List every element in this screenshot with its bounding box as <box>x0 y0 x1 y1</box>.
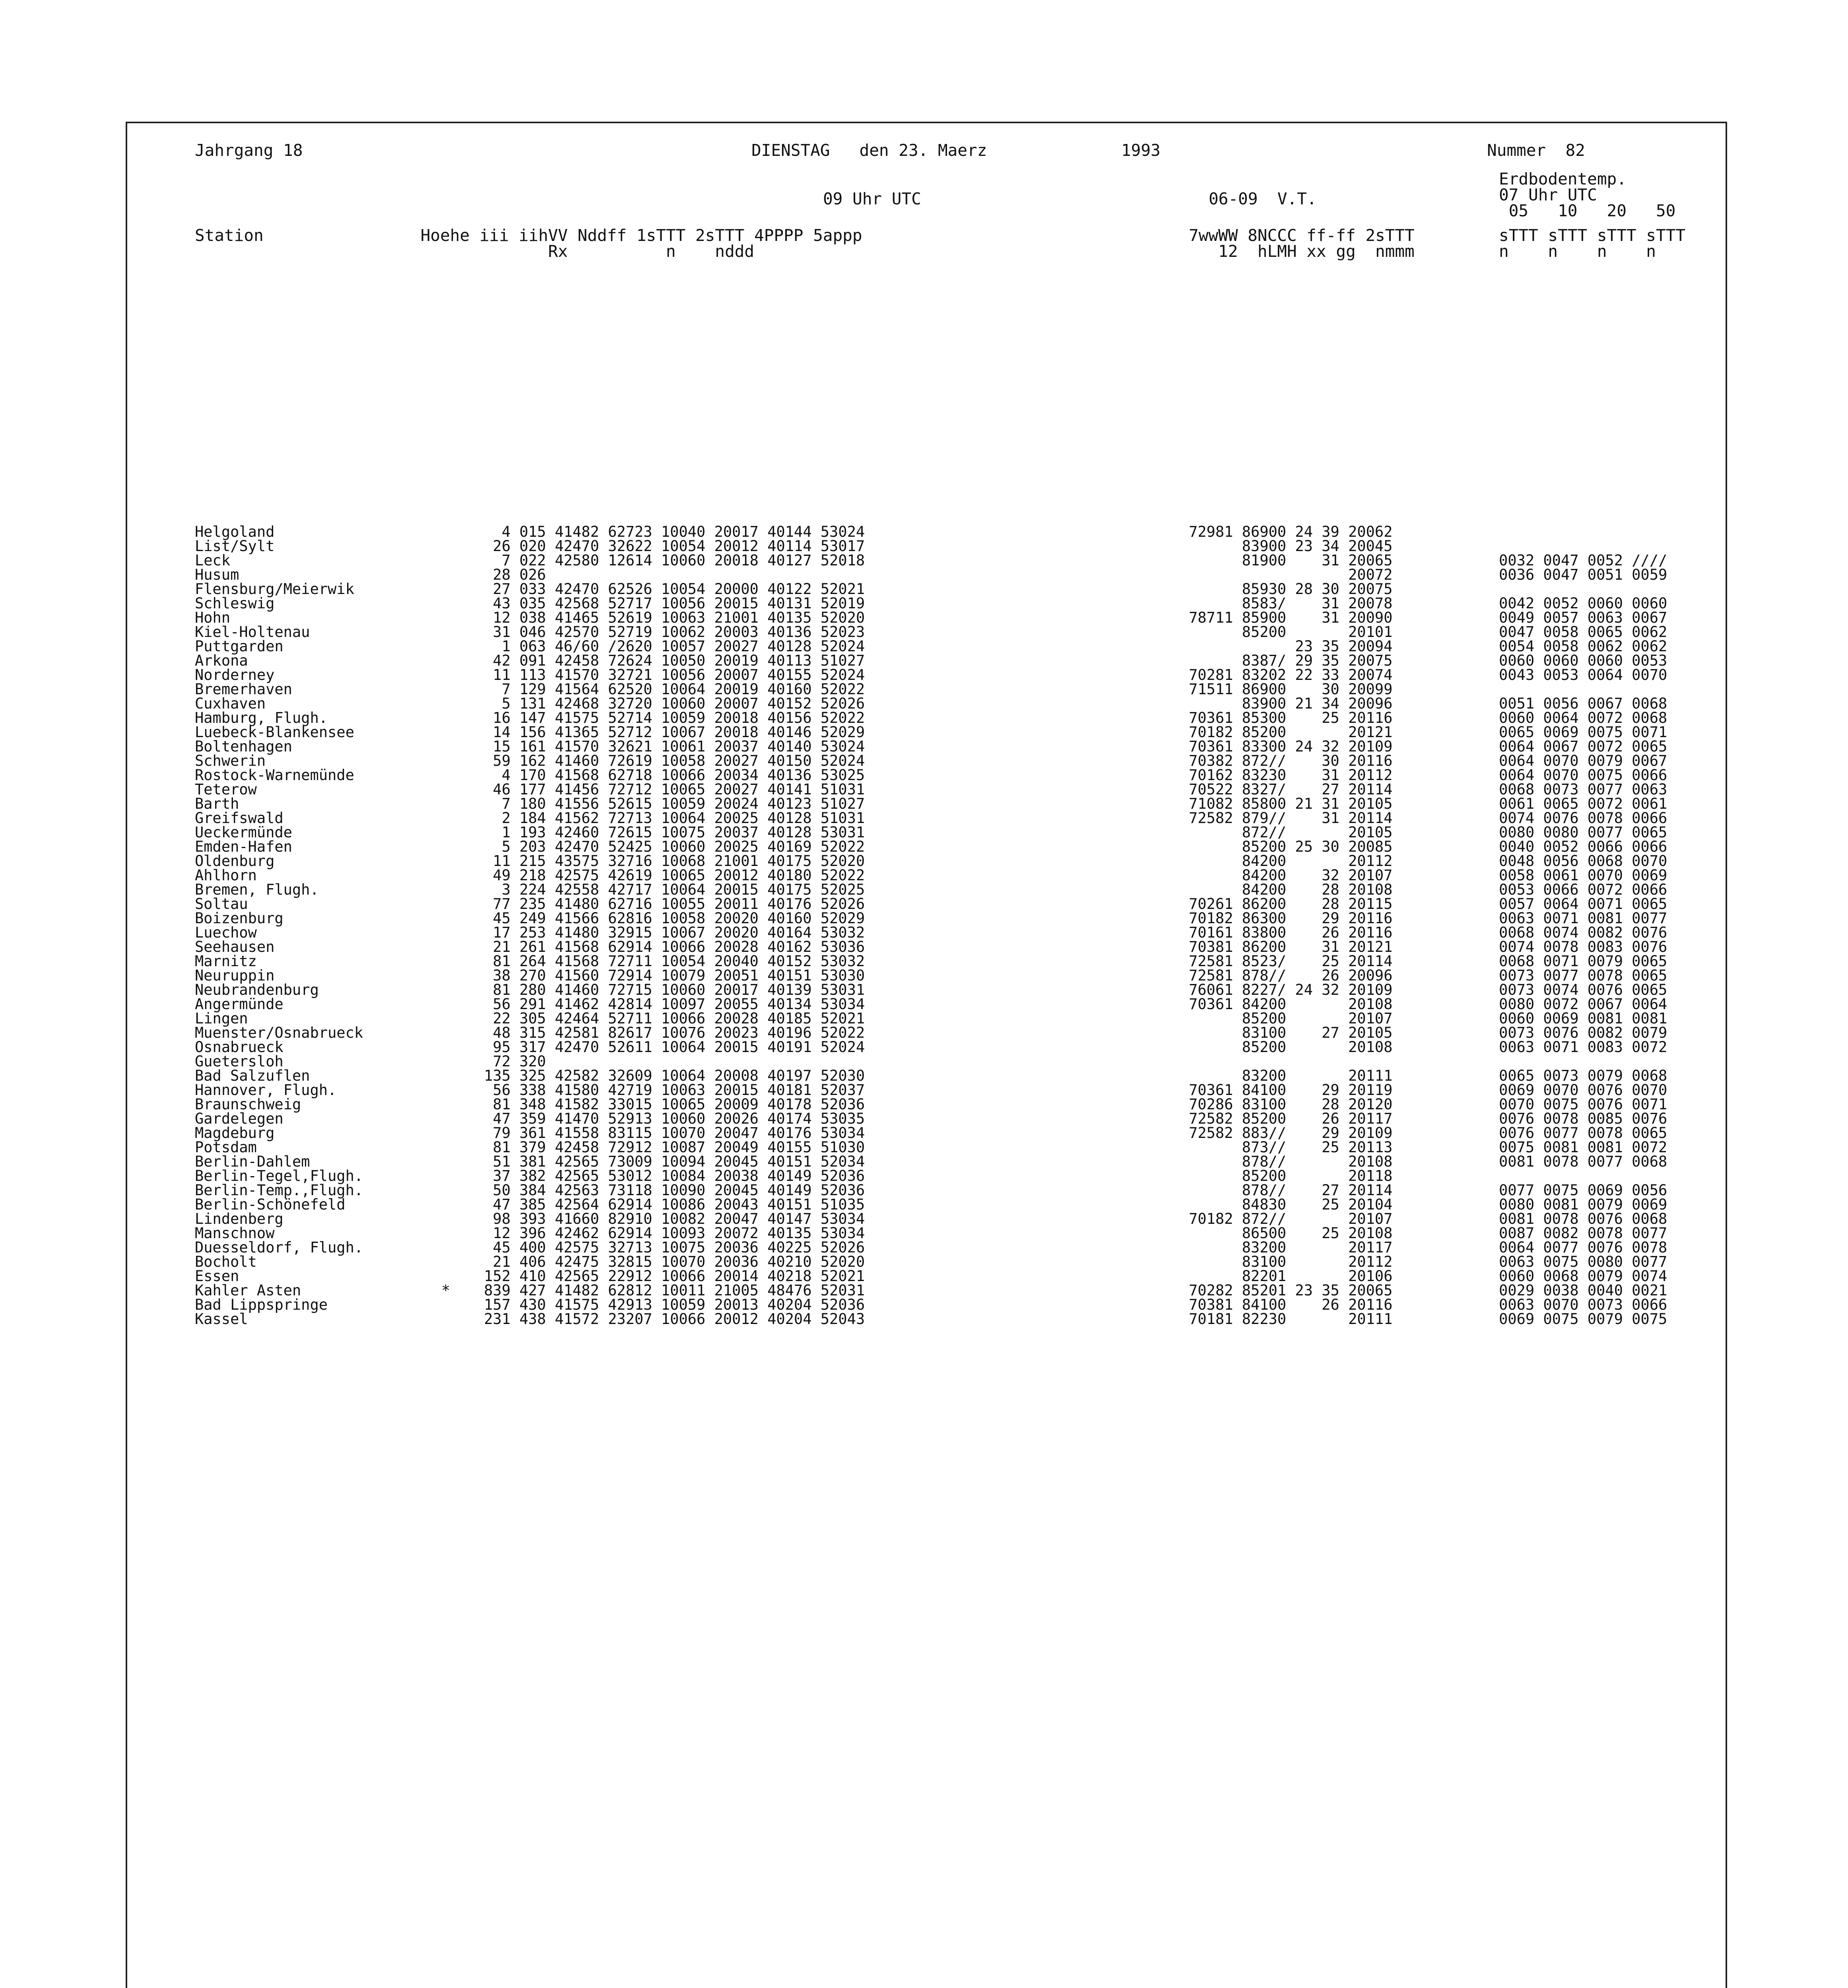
row-vt-values: 70182 86300 29 20116 <box>1189 910 1393 927</box>
row-values: 81 348 41582 33015 10065 20009 40178 52036 <box>475 1096 865 1113</box>
table-row <box>127 969 1726 983</box>
table-row <box>127 711 1726 725</box>
table-row <box>127 954 1726 969</box>
row-soil-values: 0060 0064 0072 0068 <box>1499 709 1667 726</box>
row-values: 81 264 41568 72711 10054 20040 40152 53032 <box>475 953 865 970</box>
table-row <box>127 1312 1726 1326</box>
row-vt-values: 70381 84100 26 20116 <box>1189 1296 1393 1313</box>
table-row <box>127 897 1726 911</box>
table-row <box>127 926 1726 940</box>
row-values: 5 203 42470 52425 10060 20025 40169 52022 <box>475 838 865 855</box>
row-soil-values: 0029 0038 0040 0021 <box>1499 1282 1667 1299</box>
row-values: 72 320 <box>475 1053 546 1070</box>
row-values: 26 020 42470 32622 10054 20012 40114 53017 <box>475 538 865 555</box>
station-name: Osnabrueck <box>195 1039 283 1056</box>
row-vt-values: 70162 83230 31 20112 <box>1189 767 1393 784</box>
row-values: 7 129 41564 62520 10064 20019 40160 52022 <box>475 681 865 698</box>
row-soil-values: 0080 0081 0079 0069 <box>1499 1196 1667 1213</box>
table-row <box>127 1083 1726 1097</box>
station-name: Gardelegen <box>195 1110 283 1127</box>
row-vt-values: 72582 883// 29 20109 <box>1189 1124 1393 1142</box>
row-vt-values: 82201 20106 <box>1189 1268 1393 1285</box>
station-name: Emden-Hafen <box>195 838 293 855</box>
row-values: 56 291 41462 42814 10097 20055 40134 53034 <box>475 996 865 1013</box>
row-soil-values: 0063 0070 0073 0066 <box>1499 1296 1667 1313</box>
table-row <box>127 940 1726 954</box>
row-values: 15 161 41570 32621 10061 20037 40140 53024 <box>475 738 865 755</box>
row-vt-values: 20072 <box>1189 566 1393 583</box>
row-vt-values: 72582 879// 31 20114 <box>1189 810 1393 827</box>
row-values: 839 427 41482 62812 10011 21005 48476 52031 <box>475 1282 865 1299</box>
station-name: Duesseldorf, Flugh. <box>195 1239 363 1256</box>
row-values: 77 235 41480 62716 10055 20011 40176 52026 <box>475 895 865 912</box>
row-vt-values: 70522 8327/ 27 20114 <box>1189 781 1393 798</box>
table-row <box>127 997 1726 1011</box>
station-name: Ahlhorn <box>195 867 257 884</box>
table-row <box>127 740 1726 754</box>
row-values: 49 218 42575 42619 10065 20012 40180 52022 <box>475 867 865 884</box>
table-row <box>127 596 1726 611</box>
table-row <box>127 654 1726 668</box>
row-soil-values: 0060 0068 0079 0074 <box>1499 1268 1667 1285</box>
row-soil-values: 0065 0069 0075 0071 <box>1499 724 1667 741</box>
soil-depths: 05 10 20 50 <box>1499 201 1676 220</box>
row-soil-values: 0060 0069 0081 0081 <box>1499 1010 1667 1027</box>
row-values: 7 180 41556 52615 10059 20024 40123 51027 <box>475 795 865 812</box>
station-name: List/Sylt <box>195 538 275 555</box>
row-values: 81 379 42458 72912 10087 20049 40155 51030 <box>475 1139 865 1156</box>
station-name: Bad Lippspringe <box>195 1296 328 1313</box>
row-soil-values: 0054 0058 0062 0062 <box>1499 638 1667 655</box>
station-name: Puttgarden <box>195 638 283 655</box>
row-values: 157 430 41575 42913 10059 20013 40204 52036 <box>475 1296 865 1313</box>
station-name: Cuxhaven <box>195 695 266 712</box>
row-soil-values: 0058 0061 0070 0069 <box>1499 867 1667 884</box>
station-name: Berlin-Dahlem <box>195 1153 310 1170</box>
table-row <box>127 1255 1726 1269</box>
row-soil-values: 0081 0078 0077 0068 <box>1499 1153 1667 1170</box>
table-row <box>127 553 1726 568</box>
station-table <box>127 525 1726 1326</box>
row-values: 51 381 42565 73009 10094 20045 40151 52034 <box>475 1153 865 1170</box>
station-name: Lindenberg <box>195 1210 283 1227</box>
station-name: Guetersloh <box>195 1053 283 1070</box>
table-row <box>127 1198 1726 1212</box>
row-values: 135 325 42582 32609 10064 20008 40197 52030 <box>475 1067 865 1084</box>
row-vt-values: 70182 872// 20107 <box>1189 1210 1393 1227</box>
station-name: Boltenhagen <box>195 738 293 755</box>
table-row <box>127 811 1726 825</box>
row-values: 50 384 42563 73118 10090 20045 40149 52036 <box>475 1182 865 1199</box>
table-row <box>127 668 1726 682</box>
row-vt-values: 71511 86900 30 20099 <box>1189 681 1393 698</box>
row-values: 95 317 42470 52611 10064 20015 40191 52024 <box>475 1039 865 1056</box>
row-vt-values: 84200 28 20108 <box>1189 881 1393 898</box>
row-soil-values: 0069 0075 0079 0075 <box>1499 1310 1667 1328</box>
row-vt-values: 76061 8227/ 24 32 20109 <box>1189 981 1393 998</box>
row-soil-values: 0032 0047 0052 //// <box>1499 552 1667 569</box>
table-row <box>127 868 1726 883</box>
row-vt-values: 72581 8523/ 25 20114 <box>1189 953 1393 970</box>
column-header-vt-sub: 12 hLMH xx gg nmmm <box>1189 242 1415 261</box>
row-vt-values: 8387/ 29 35 20075 <box>1189 652 1393 669</box>
row-values: 42 091 42458 72624 10050 20019 40113 51027 <box>475 652 865 669</box>
table-row <box>127 983 1726 997</box>
row-vt-values: 873// 25 20113 <box>1189 1139 1393 1156</box>
row-soil-values: 0076 0077 0078 0065 <box>1499 1124 1667 1142</box>
row-vt-values: 72981 86900 24 39 20062 <box>1189 523 1393 540</box>
row-values: 1 193 42460 72615 10075 20037 40128 53031 <box>475 824 865 841</box>
station-name: Kassel <box>195 1310 248 1328</box>
row-soil-values: 0074 0078 0083 0076 <box>1499 938 1667 955</box>
row-vt-values: 85200 20101 <box>1189 623 1393 641</box>
row-vt-values: 70182 85200 20121 <box>1189 724 1393 741</box>
table-row <box>127 625 1726 639</box>
row-values: 11 113 41570 32721 10056 20007 40155 52024 <box>475 666 865 683</box>
row-vt-values: 83100 27 20105 <box>1189 1024 1393 1041</box>
row-soil-values: 0064 0077 0076 0078 <box>1499 1239 1667 1256</box>
station-name: Magdeburg <box>195 1124 275 1142</box>
row-values: 7 022 42580 12614 10060 20018 40127 52018 <box>475 552 865 569</box>
station-name: Ueckermünde <box>195 824 293 841</box>
station-name: Lingen <box>195 1010 248 1027</box>
row-values: 12 038 41465 52619 10063 21001 40135 52020 <box>475 609 865 626</box>
station-name: Essen <box>195 1268 239 1285</box>
station-name: Muenster/Osnabrueck <box>195 1024 363 1041</box>
row-vt-values: 70282 85201 23 35 20065 <box>1189 1282 1393 1299</box>
table-row <box>127 582 1726 596</box>
table-row <box>127 1269 1726 1283</box>
table-row <box>127 1069 1726 1083</box>
row-vt-values: 70286 83100 28 20120 <box>1189 1096 1393 1113</box>
row-values: 11 215 43575 32716 10068 21001 40175 52020 <box>475 852 865 870</box>
row-vt-values: 83100 20112 <box>1189 1253 1393 1270</box>
station-name: Boizenburg <box>195 910 283 927</box>
row-soil-values: 0049 0057 0063 0067 <box>1499 609 1667 626</box>
row-values: 5 131 42468 32720 10060 20007 40152 52026 <box>475 695 865 712</box>
row-vt-values: 70361 85300 25 20116 <box>1189 709 1393 726</box>
station-name: Braunschweig <box>195 1096 301 1113</box>
station-name: Bremerhaven <box>195 681 293 698</box>
row-vt-values: 83200 20117 <box>1189 1239 1393 1256</box>
row-soil-values: 0081 0078 0076 0068 <box>1499 1210 1667 1227</box>
row-vt-values: 81900 31 20065 <box>1189 552 1393 569</box>
row-values: 3 224 42558 42717 10064 20015 40175 52025 <box>475 881 865 898</box>
station-name: Soltau <box>195 895 248 912</box>
row-soil-values: 0068 0074 0082 0076 <box>1499 924 1667 941</box>
station-name: Bad Salzuflen <box>195 1067 310 1084</box>
row-vt-values: 70381 86200 31 20121 <box>1189 938 1393 955</box>
row-soil-values: 0073 0076 0082 0079 <box>1499 1024 1667 1041</box>
row-soil-values: 0060 0060 0060 0053 <box>1499 652 1667 669</box>
table-row <box>127 1040 1726 1054</box>
row-values: 231 438 41572 23207 10066 20012 40204 52043 <box>475 1310 865 1328</box>
station-name: Kiel-Holtenau <box>195 623 310 641</box>
table-row <box>127 1226 1726 1241</box>
station-name: Rostock-Warnemünde <box>195 767 354 784</box>
station-name: Manschnow <box>195 1225 275 1242</box>
station-name: Schleswig <box>195 595 275 612</box>
station-name: Hannover, Flugh. <box>195 1081 337 1099</box>
station-name: Neubrandenburg <box>195 981 319 998</box>
row-vt-values: 70181 82230 20111 <box>1189 1310 1393 1328</box>
table-row <box>127 854 1726 868</box>
issue-number: Nummer 82 <box>1487 141 1585 160</box>
row-soil-values: 0040 0052 0066 0066 <box>1499 838 1667 855</box>
table-row <box>127 1212 1726 1226</box>
row-soil-values: 0042 0052 0060 0060 <box>1499 595 1667 612</box>
station-name: Leck <box>195 552 231 569</box>
row-values: 48 315 42581 82617 10076 20023 40196 52022 <box>475 1024 865 1041</box>
row-vt-values: 85200 20118 <box>1189 1167 1393 1184</box>
table-row <box>127 797 1726 811</box>
row-soil-values: 0065 0073 0079 0068 <box>1499 1067 1667 1084</box>
row-soil-values: 0074 0076 0078 0066 <box>1499 810 1667 827</box>
table-row <box>127 911 1726 926</box>
row-soil-values: 0051 0056 0067 0068 <box>1499 695 1667 712</box>
station-name: Helgoland <box>195 523 275 540</box>
row-vt-values: 72581 878// 26 20096 <box>1189 967 1393 984</box>
table-row <box>127 825 1726 840</box>
row-vt-values: 70161 83800 26 20116 <box>1189 924 1393 941</box>
table-row <box>127 1241 1726 1255</box>
row-vt-values: 85930 28 30 20075 <box>1189 580 1393 598</box>
row-vt-values: 70361 83300 24 32 20109 <box>1189 738 1393 755</box>
row-values: 38 270 41560 72914 10079 20051 40151 53030 <box>475 967 865 984</box>
row-values: 12 396 42462 62914 10093 20072 40135 53034 <box>475 1225 865 1242</box>
row-values: 43 035 42568 52717 10056 20015 40131 52019 <box>475 595 865 612</box>
soil-temp-title: Erdbodentemp. <box>1499 169 1627 188</box>
row-soil-values: 0064 0067 0072 0065 <box>1499 738 1667 755</box>
station-name: Teterow <box>195 781 257 798</box>
row-values: 98 393 41660 82910 10082 20047 40147 53034 <box>475 1210 865 1227</box>
table-row <box>127 1097 1726 1112</box>
station-name: Berlin-Temp.,Flugh. <box>195 1182 363 1199</box>
row-values: 16 147 41575 52714 10059 20018 40156 52022 <box>475 709 865 726</box>
station-name: Norderney <box>195 666 275 683</box>
table-row <box>127 568 1726 582</box>
row-vt-values: 878// 20108 <box>1189 1153 1393 1170</box>
row-soil-values: 0036 0047 0051 0059 <box>1499 566 1667 583</box>
column-header-main: Station Hoehe iii iihVV Nddff 1sTTT 2sTTT 4PPPP 5appp <box>195 226 862 245</box>
station-name: Luebeck-Blankensee <box>195 724 354 741</box>
table-row <box>127 1183 1726 1198</box>
row-vt-values: 70361 84200 20108 <box>1189 996 1393 1013</box>
table-row <box>127 639 1726 654</box>
row-values: 28 026 <box>475 566 546 583</box>
station-name: Bocholt <box>195 1253 257 1270</box>
row-vt-values: 86500 25 20108 <box>1189 1225 1393 1242</box>
row-values: 1 063 46/60 /2620 10057 20027 40128 52024 <box>475 638 865 655</box>
table-row <box>127 1054 1726 1069</box>
row-values: 152 410 42565 22912 10066 20014 40218 52021 <box>475 1268 865 1285</box>
table-row <box>127 1126 1726 1140</box>
station-name: Potsdam <box>195 1139 257 1156</box>
row-vt-values: 83900 21 34 20096 <box>1189 695 1393 712</box>
table-row <box>127 611 1726 625</box>
row-vt-values: 84830 25 20104 <box>1189 1196 1393 1213</box>
row-vt-values: 83200 20111 <box>1189 1067 1393 1084</box>
row-vt-values: 872// 20105 <box>1189 824 1393 841</box>
table-row <box>127 1283 1726 1298</box>
row-vt-values: 83900 23 34 20045 <box>1189 538 1393 555</box>
station-name: Hamburg, Flugh. <box>195 709 328 726</box>
station-name: Kahler Asten <box>195 1282 301 1299</box>
row-vt-values: 70361 84100 29 20119 <box>1189 1081 1393 1099</box>
row-soil-values: 0064 0070 0079 0067 <box>1499 752 1667 769</box>
row-values: 22 305 42464 52711 10066 20028 40185 52021 <box>475 1010 865 1027</box>
station-name: Neuruppin <box>195 967 275 984</box>
table-row <box>127 768 1726 782</box>
table-row <box>127 1112 1726 1126</box>
station-name: Flensburg/Meierwik <box>195 580 354 598</box>
row-soil-values: 0061 0065 0072 0061 <box>1499 795 1667 812</box>
row-values: 37 382 42565 53012 10084 20038 40149 52036 <box>475 1167 865 1184</box>
row-values: 2 184 41562 72713 10064 20025 40128 51031 <box>475 810 865 827</box>
row-values: 4 170 41568 62718 10066 20034 40136 53025 <box>475 767 865 784</box>
row-soil-values: 0068 0071 0079 0065 <box>1499 953 1667 970</box>
row-values: 4 015 41482 62723 10040 20017 40144 53024 <box>475 523 865 540</box>
row-soil-values: 0077 0075 0069 0056 <box>1499 1182 1667 1199</box>
row-soil-values: 0073 0077 0078 0065 <box>1499 967 1667 984</box>
table-row <box>127 682 1726 697</box>
station-name: Angermünde <box>195 996 283 1013</box>
row-soil-values: 0063 0075 0080 0077 <box>1499 1253 1667 1270</box>
row-soil-values: 0064 0070 0075 0066 <box>1499 767 1667 784</box>
table-row <box>127 1026 1726 1040</box>
table-row <box>127 840 1726 854</box>
station-name: Greifswald <box>195 810 283 827</box>
row-vt-values: 85200 20108 <box>1189 1039 1393 1056</box>
table-row <box>127 697 1726 711</box>
row-soil-values: 0063 0071 0083 0072 <box>1499 1039 1667 1056</box>
table-row <box>127 782 1726 797</box>
table-row <box>127 883 1726 897</box>
row-vt-values: 85200 20107 <box>1189 1010 1393 1027</box>
table-row <box>127 754 1726 768</box>
row-soil-values: 0063 0071 0081 0077 <box>1499 910 1667 927</box>
row-values: 31 046 42570 52719 10062 20003 40136 52023 <box>475 623 865 641</box>
row-soil-values: 0080 0080 0077 0065 <box>1499 824 1667 841</box>
row-soil-values: 0087 0082 0078 0077 <box>1499 1225 1667 1242</box>
row-vt-values: 78711 85900 31 20090 <box>1189 609 1393 626</box>
time-utc-label: 09 Uhr UTC <box>823 189 921 208</box>
row-values: 46 177 41456 72712 10065 20027 40141 51031 <box>475 781 865 798</box>
table-row <box>127 1298 1726 1312</box>
document-page <box>126 122 1727 1988</box>
column-header-soil-sub: n n n n <box>1499 242 1656 261</box>
row-soil-values: 0069 0070 0076 0070 <box>1499 1081 1667 1099</box>
year-label: 1993 <box>1121 141 1161 160</box>
table-row <box>127 1155 1726 1169</box>
station-name: Oldenburg <box>195 852 275 870</box>
soil-time-label: 07 Uhr UTC <box>1499 185 1597 204</box>
row-vt-values: 84200 20112 <box>1189 852 1393 870</box>
column-header-vt: 7wwWW 8NCCC ff-ff 2sTTT <box>1189 226 1415 245</box>
volume-label: Jahrgang 18 <box>195 141 303 160</box>
period-label: 06-09 V.T. <box>1209 189 1317 208</box>
row-values: 14 156 41365 52712 10067 20018 40146 52029 <box>475 724 865 741</box>
station-name: Luechow <box>195 924 257 941</box>
table-row <box>127 525 1726 539</box>
row-vt-values: 70261 86200 28 20115 <box>1189 895 1393 912</box>
date-label: DIENSTAG den 23. Maerz <box>751 141 987 160</box>
station-name: Seehausen <box>195 938 275 955</box>
row-values: 45 249 41566 62816 10058 20020 40160 52029 <box>475 910 865 927</box>
station-name: Bremen, Flugh. <box>195 881 319 898</box>
row-values: 47 359 41470 52913 10060 20026 40174 53035 <box>475 1110 865 1127</box>
table-row <box>127 539 1726 553</box>
station-name: Berlin-Tegel,Flugh. <box>195 1167 363 1184</box>
row-vt-values: 70382 872// 30 20116 <box>1189 752 1393 769</box>
row-vt-values: 85200 25 30 20085 <box>1189 838 1393 855</box>
row-values: 47 385 42564 62914 10086 20043 40151 51035 <box>475 1196 865 1213</box>
row-vt-values: 878// 27 20114 <box>1189 1182 1393 1199</box>
row-soil-values: 0073 0074 0076 0065 <box>1499 981 1667 998</box>
station-name: Berlin-Schönefeld <box>195 1196 346 1213</box>
row-vt-values: 84200 32 20107 <box>1189 867 1393 884</box>
row-values: 79 361 41558 83115 10070 20047 40176 53034 <box>475 1124 865 1142</box>
station-name: Marnitz <box>195 953 257 970</box>
station-name: Hohn <box>195 609 231 626</box>
column-header-soil: sTTT sTTT sTTT sTTT <box>1499 226 1685 245</box>
station-name: Schwerin <box>195 752 266 769</box>
row-values: 21 261 41568 62914 10066 20028 40162 53036 <box>475 938 865 955</box>
station-name: Husum <box>195 566 239 583</box>
row-soil-values: 0076 0078 0085 0076 <box>1499 1110 1667 1127</box>
row-values: 59 162 41460 72619 10058 20027 40150 52024 <box>475 752 865 769</box>
row-soil-values: 0057 0064 0071 0065 <box>1499 895 1667 912</box>
row-soil-values: 0075 0081 0081 0072 <box>1499 1139 1667 1156</box>
row-soil-values: 0070 0075 0076 0071 <box>1499 1096 1667 1113</box>
row-vt-values: 8583/ 31 20078 <box>1189 595 1393 612</box>
row-vt-values: 70281 83202 22 33 20074 <box>1189 666 1393 683</box>
station-name: Barth <box>195 795 239 812</box>
row-soil-values: 0068 0073 0077 0063 <box>1499 781 1667 798</box>
row-soil-values: 0043 0053 0064 0070 <box>1499 666 1667 683</box>
row-values: 45 400 42575 32713 10075 20036 40225 52026 <box>475 1239 865 1256</box>
table-row <box>127 725 1726 740</box>
row-soil-values: 0047 0058 0065 0062 <box>1499 623 1667 641</box>
row-values: 81 280 41460 72715 10060 20017 40139 53031 <box>475 981 865 998</box>
row-values: 17 253 41480 32915 10067 20020 40164 53032 <box>475 924 865 941</box>
column-header-main-sub: Rx n nddd <box>195 242 754 261</box>
row-values: 27 033 42470 62526 10054 20000 40122 52021 <box>475 580 865 598</box>
table-row <box>127 1011 1726 1026</box>
row-soil-values: 0080 0072 0067 0064 <box>1499 996 1667 1013</box>
station-name: Arkona <box>195 652 248 669</box>
row-soil-values: 0053 0066 0072 0066 <box>1499 881 1667 898</box>
table-row <box>127 1140 1726 1155</box>
row-vt-values: 71082 85800 21 31 20105 <box>1189 795 1393 812</box>
row-vt-values: 23 35 20094 <box>1189 638 1393 655</box>
row-values: 21 406 42475 32815 10070 20036 40210 52020 <box>475 1253 865 1270</box>
row-soil-values: 0048 0056 0068 0070 <box>1499 852 1667 870</box>
station-flag: * <box>441 1282 450 1299</box>
row-values: 56 338 41580 42719 10063 20015 40181 52037 <box>475 1081 865 1099</box>
table-row <box>127 1169 1726 1183</box>
row-vt-values: 72582 85200 26 20117 <box>1189 1110 1393 1127</box>
